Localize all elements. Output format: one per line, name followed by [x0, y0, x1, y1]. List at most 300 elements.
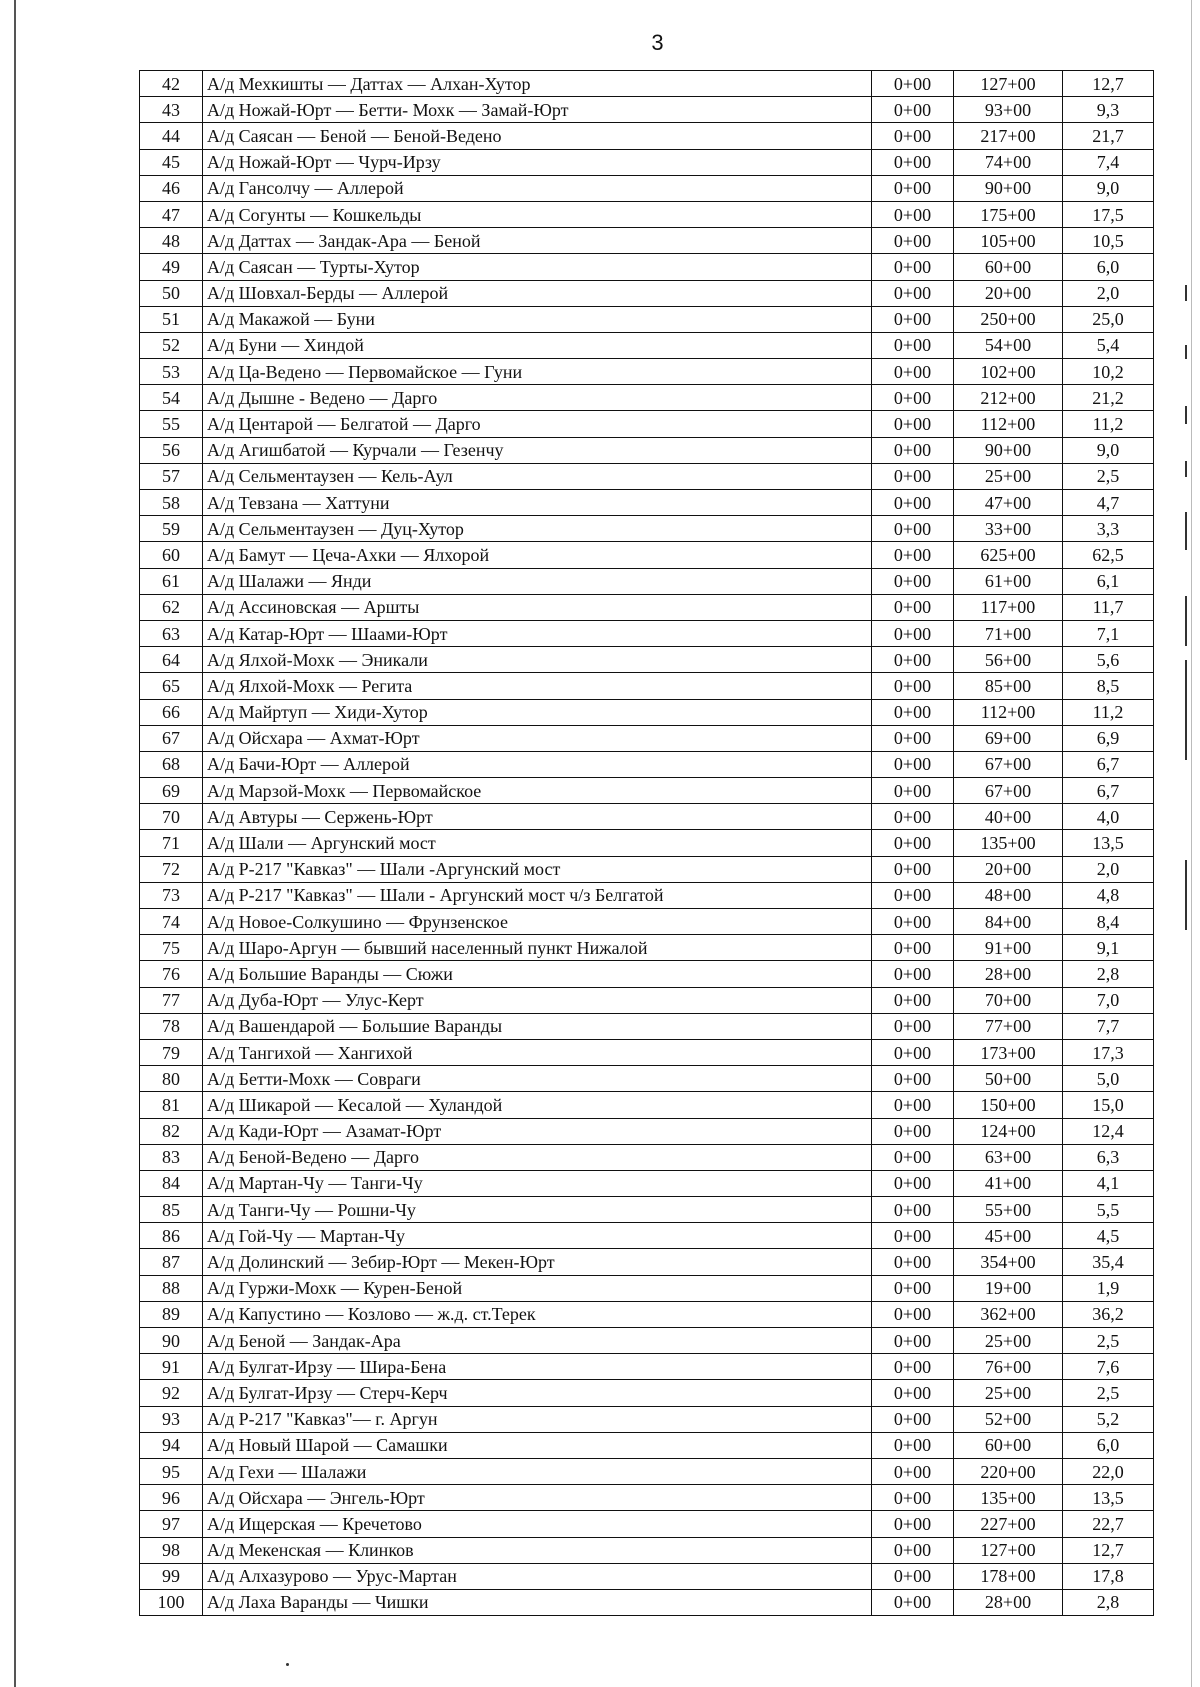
length-km-cell: 2,5 — [1063, 1328, 1154, 1354]
road-name-cell: А/д Ойсхара — Ахмат-Юрт — [203, 725, 872, 751]
table-row — [140, 1275, 1154, 1301]
road-name-cell: А/д Р-217 "Кавказ" — Шали - Аргунский мост ч/з Белгатой — [203, 882, 872, 908]
start-km-cell: 0+00 — [872, 1118, 954, 1144]
length-km-cell: 5,0 — [1063, 1066, 1154, 1092]
length-km-cell: 2,8 — [1063, 961, 1154, 987]
table-row — [140, 751, 1154, 777]
length-km-cell: 11,2 — [1063, 411, 1154, 437]
end-km-cell: 69+00 — [954, 725, 1063, 751]
end-km-cell: 45+00 — [954, 1223, 1063, 1249]
row-number-cell: 57 — [140, 463, 203, 489]
start-km-cell: 0+00 — [872, 751, 954, 777]
length-km-cell: 35,4 — [1063, 1249, 1154, 1275]
end-km-cell: 135+00 — [954, 830, 1063, 856]
road-name-cell: А/д Лаха Варанды — Чишки — [203, 1589, 872, 1615]
scan-dot — [286, 1663, 289, 1666]
table-row — [140, 1013, 1154, 1039]
length-km-cell: 9,1 — [1063, 935, 1154, 961]
length-km-cell: 4,8 — [1063, 882, 1154, 908]
length-km-cell: 7,7 — [1063, 1013, 1154, 1039]
road-name-cell: А/д Шаро-Аргун — бывший населенный пункт Нижалой — [203, 935, 872, 961]
road-name-cell: А/д Саясан — Беной — Беной-Ведено — [203, 123, 872, 149]
length-km-cell: 7,1 — [1063, 620, 1154, 646]
table-row — [140, 1432, 1154, 1458]
table-row — [140, 1589, 1154, 1615]
start-km-cell: 0+00 — [872, 332, 954, 358]
road-name-cell: А/д Даттах — Зандак-Ара — Беной — [203, 228, 872, 254]
start-km-cell: 0+00 — [872, 909, 954, 935]
end-km-cell: 19+00 — [954, 1275, 1063, 1301]
length-km-cell: 3,3 — [1063, 516, 1154, 542]
scan-mark — [1185, 345, 1187, 359]
road-name-cell: А/д Гуржи-Мохк — Курен-Беной — [203, 1275, 872, 1301]
row-number-cell: 96 — [140, 1485, 203, 1511]
row-number-cell: 58 — [140, 490, 203, 516]
road-name-cell: А/д Бачи-Юрт — Аллерой — [203, 751, 872, 777]
table-row — [140, 280, 1154, 306]
end-km-cell: 135+00 — [954, 1485, 1063, 1511]
road-name-cell: А/д Бамут — Цеча-Ахки — Ялхорой — [203, 542, 872, 568]
row-number-cell: 93 — [140, 1406, 203, 1432]
start-km-cell: 0+00 — [872, 71, 954, 97]
start-km-cell: 0+00 — [872, 856, 954, 882]
row-number-cell: 43 — [140, 97, 203, 123]
row-number-cell: 45 — [140, 149, 203, 175]
length-km-cell: 6,3 — [1063, 1144, 1154, 1170]
row-number-cell: 76 — [140, 961, 203, 987]
road-name-cell: А/д Кади-Юрт — Азамат-Юрт — [203, 1118, 872, 1144]
end-km-cell: 47+00 — [954, 490, 1063, 516]
end-km-cell: 175+00 — [954, 201, 1063, 227]
road-name-cell: А/д Сельментаузен — Кель-Аул — [203, 463, 872, 489]
road-name-cell: А/д Беной-Ведено — Дарго — [203, 1144, 872, 1170]
row-number-cell: 83 — [140, 1144, 203, 1170]
table-row — [140, 332, 1154, 358]
row-number-cell: 48 — [140, 228, 203, 254]
length-km-cell: 22,7 — [1063, 1511, 1154, 1537]
start-km-cell: 0+00 — [872, 490, 954, 516]
road-name-cell: А/д Р-217 "Кавказ" — Шали -Аргунский мост — [203, 856, 872, 882]
table-row — [140, 516, 1154, 542]
table-row — [140, 1406, 1154, 1432]
length-km-cell: 13,5 — [1063, 1485, 1154, 1511]
page-number: 3 — [651, 30, 664, 55]
end-km-cell: 178+00 — [954, 1563, 1063, 1589]
end-km-cell: 25+00 — [954, 1380, 1063, 1406]
length-km-cell: 5,6 — [1063, 647, 1154, 673]
end-km-cell: 20+00 — [954, 856, 1063, 882]
table-row — [140, 306, 1154, 332]
end-km-cell: 117+00 — [954, 594, 1063, 620]
row-number-cell: 88 — [140, 1275, 203, 1301]
table-row — [140, 149, 1154, 175]
table-row — [140, 359, 1154, 385]
table-row — [140, 71, 1154, 97]
start-km-cell: 0+00 — [872, 411, 954, 437]
row-number-cell: 42 — [140, 71, 203, 97]
length-km-cell: 2,8 — [1063, 1589, 1154, 1615]
road-name-cell: А/д Долинский — Зебир-Юрт — Мекен-Юрт — [203, 1249, 872, 1275]
road-name-cell: А/д Мехкишты — Даттах — Алхан-Хутор — [203, 71, 872, 97]
end-km-cell: 124+00 — [954, 1118, 1063, 1144]
length-km-cell: 4,0 — [1063, 804, 1154, 830]
length-km-cell: 17,5 — [1063, 201, 1154, 227]
table-row — [140, 647, 1154, 673]
start-km-cell: 0+00 — [872, 123, 954, 149]
end-km-cell: 28+00 — [954, 1589, 1063, 1615]
road-name-cell: А/д Р-217 "Кавказ"— г. Аргун — [203, 1406, 872, 1432]
start-km-cell: 0+00 — [872, 647, 954, 673]
row-number-cell: 54 — [140, 385, 203, 411]
length-km-cell: 2,0 — [1063, 280, 1154, 306]
row-number-cell: 99 — [140, 1563, 203, 1589]
length-km-cell: 10,5 — [1063, 228, 1154, 254]
start-km-cell: 0+00 — [872, 1380, 954, 1406]
length-km-cell: 22,0 — [1063, 1458, 1154, 1484]
table-row — [140, 1118, 1154, 1144]
table-row — [140, 909, 1154, 935]
start-km-cell: 0+00 — [872, 1458, 954, 1484]
start-km-cell: 0+00 — [872, 228, 954, 254]
start-km-cell: 0+00 — [872, 1589, 954, 1615]
table-row — [140, 699, 1154, 725]
start-km-cell: 0+00 — [872, 594, 954, 620]
start-km-cell: 0+00 — [872, 1223, 954, 1249]
row-number-cell: 44 — [140, 123, 203, 149]
row-number-cell: 68 — [140, 751, 203, 777]
scan-mark — [1185, 406, 1187, 424]
start-km-cell: 0+00 — [872, 568, 954, 594]
end-km-cell: 55+00 — [954, 1197, 1063, 1223]
length-km-cell: 2,5 — [1063, 463, 1154, 489]
end-km-cell: 91+00 — [954, 935, 1063, 961]
start-km-cell: 0+00 — [872, 1249, 954, 1275]
start-km-cell: 0+00 — [872, 1197, 954, 1223]
start-km-cell: 0+00 — [872, 987, 954, 1013]
road-name-cell: А/д Тевзана — Хаттуни — [203, 490, 872, 516]
length-km-cell: 7,0 — [1063, 987, 1154, 1013]
row-number-cell: 97 — [140, 1511, 203, 1537]
table-row — [140, 542, 1154, 568]
length-km-cell: 13,5 — [1063, 830, 1154, 856]
road-name-cell: А/д Буни — Хиндой — [203, 332, 872, 358]
end-km-cell: 77+00 — [954, 1013, 1063, 1039]
start-km-cell: 0+00 — [872, 1563, 954, 1589]
road-name-cell: А/д Шали — Аргунский мост — [203, 830, 872, 856]
end-km-cell: 173+00 — [954, 1039, 1063, 1065]
end-km-cell: 41+00 — [954, 1170, 1063, 1196]
table-row — [140, 1537, 1154, 1563]
road-name-cell: А/д Мекенская — Клинков — [203, 1537, 872, 1563]
length-km-cell: 36,2 — [1063, 1301, 1154, 1327]
scan-mark — [1185, 461, 1187, 477]
row-number-cell: 52 — [140, 332, 203, 358]
table-row — [140, 987, 1154, 1013]
length-km-cell: 62,5 — [1063, 542, 1154, 568]
row-number-cell: 92 — [140, 1380, 203, 1406]
road-name-cell: А/д Новое-Солкушино — Фрунзенское — [203, 909, 872, 935]
row-number-cell: 80 — [140, 1066, 203, 1092]
scan-mark — [1185, 285, 1187, 301]
row-number-cell: 49 — [140, 254, 203, 280]
row-number-cell: 79 — [140, 1039, 203, 1065]
row-number-cell: 69 — [140, 778, 203, 804]
length-km-cell: 15,0 — [1063, 1092, 1154, 1118]
length-km-cell: 11,7 — [1063, 594, 1154, 620]
length-km-cell: 4,7 — [1063, 490, 1154, 516]
row-number-cell: 100 — [140, 1589, 203, 1615]
end-km-cell: 102+00 — [954, 359, 1063, 385]
end-km-cell: 20+00 — [954, 280, 1063, 306]
start-km-cell: 0+00 — [872, 804, 954, 830]
table-row — [140, 1170, 1154, 1196]
table-row — [140, 123, 1154, 149]
road-name-cell: А/д Гой-Чу — Мартан-Чу — [203, 1223, 872, 1249]
start-km-cell: 0+00 — [872, 699, 954, 725]
row-number-cell: 55 — [140, 411, 203, 437]
table-row — [140, 778, 1154, 804]
row-number-cell: 61 — [140, 568, 203, 594]
row-number-cell: 94 — [140, 1432, 203, 1458]
start-km-cell: 0+00 — [872, 359, 954, 385]
end-km-cell: 67+00 — [954, 778, 1063, 804]
road-name-cell: А/д Бетти-Мохк — Совраги — [203, 1066, 872, 1092]
road-name-cell: А/д Вашендарой — Большие Варанды — [203, 1013, 872, 1039]
row-number-cell: 65 — [140, 673, 203, 699]
length-km-cell: 7,6 — [1063, 1354, 1154, 1380]
length-km-cell: 17,8 — [1063, 1563, 1154, 1589]
road-name-cell: А/д Ойсхара — Энгель-Юрт — [203, 1485, 872, 1511]
row-number-cell: 95 — [140, 1458, 203, 1484]
start-km-cell: 0+00 — [872, 97, 954, 123]
start-km-cell: 0+00 — [872, 1144, 954, 1170]
row-number-cell: 78 — [140, 1013, 203, 1039]
road-name-cell: А/д Макажой — Буни — [203, 306, 872, 332]
end-km-cell: 112+00 — [954, 699, 1063, 725]
length-km-cell: 1,9 — [1063, 1275, 1154, 1301]
start-km-cell: 0+00 — [872, 1432, 954, 1458]
start-km-cell: 0+00 — [872, 201, 954, 227]
length-km-cell: 10,2 — [1063, 359, 1154, 385]
end-km-cell: 33+00 — [954, 516, 1063, 542]
end-km-cell: 362+00 — [954, 1301, 1063, 1327]
row-number-cell: 82 — [140, 1118, 203, 1144]
table-row — [140, 1485, 1154, 1511]
start-km-cell: 0+00 — [872, 516, 954, 542]
length-km-cell: 6,7 — [1063, 751, 1154, 777]
row-number-cell: 59 — [140, 516, 203, 542]
row-number-cell: 66 — [140, 699, 203, 725]
scan-mark — [1185, 596, 1187, 646]
road-name-cell: А/д Шалажи — Янди — [203, 568, 872, 594]
table-row — [140, 1092, 1154, 1118]
road-name-cell: А/д Ножай-Юрт — Чурч-Ирзу — [203, 149, 872, 175]
table-row — [140, 490, 1154, 516]
table-row — [140, 594, 1154, 620]
table-row — [140, 1458, 1154, 1484]
road-name-cell: А/д Согунты — Кошкельды — [203, 201, 872, 227]
length-km-cell: 8,5 — [1063, 673, 1154, 699]
row-number-cell: 62 — [140, 594, 203, 620]
table-row — [140, 1328, 1154, 1354]
row-number-cell: 56 — [140, 437, 203, 463]
length-km-cell: 12,7 — [1063, 1537, 1154, 1563]
road-name-cell: А/д Сельментаузен — Дуц-Хутор — [203, 516, 872, 542]
road-name-cell: А/д Булгат-Ирзу — Стерч-Керч — [203, 1380, 872, 1406]
end-km-cell: 70+00 — [954, 987, 1063, 1013]
length-km-cell: 12,4 — [1063, 1118, 1154, 1144]
length-km-cell: 6,0 — [1063, 254, 1154, 280]
end-km-cell: 63+00 — [954, 1144, 1063, 1170]
table-row — [140, 725, 1154, 751]
road-name-cell: А/д Танги-Чу — Рошни-Чу — [203, 1197, 872, 1223]
end-km-cell: 217+00 — [954, 123, 1063, 149]
start-km-cell: 0+00 — [872, 1066, 954, 1092]
length-km-cell: 4,5 — [1063, 1223, 1154, 1249]
road-name-cell: А/д Новый Шарой — Самашки — [203, 1432, 872, 1458]
table-row — [140, 1301, 1154, 1327]
length-km-cell: 8,4 — [1063, 909, 1154, 935]
row-number-cell: 84 — [140, 1170, 203, 1196]
row-number-cell: 90 — [140, 1328, 203, 1354]
scan-mark — [1185, 860, 1187, 930]
length-km-cell: 11,2 — [1063, 699, 1154, 725]
length-km-cell: 6,9 — [1063, 725, 1154, 751]
end-km-cell: 61+00 — [954, 568, 1063, 594]
start-km-cell: 0+00 — [872, 1301, 954, 1327]
start-km-cell: 0+00 — [872, 385, 954, 411]
row-number-cell: 67 — [140, 725, 203, 751]
table-row — [140, 1197, 1154, 1223]
length-km-cell: 5,2 — [1063, 1406, 1154, 1432]
table-row — [140, 201, 1154, 227]
end-km-cell: 220+00 — [954, 1458, 1063, 1484]
table-row — [140, 1249, 1154, 1275]
end-km-cell: 227+00 — [954, 1511, 1063, 1537]
end-km-cell: 105+00 — [954, 228, 1063, 254]
road-name-cell: А/д Саясан — Турты-Хутор — [203, 254, 872, 280]
road-name-cell: А/д Булгат-Ирзу — Шира-Бена — [203, 1354, 872, 1380]
row-number-cell: 64 — [140, 647, 203, 673]
road-name-cell: А/д Гансолчу — Аллерой — [203, 175, 872, 201]
road-name-cell: А/д Марзой-Мохк — Первомайское — [203, 778, 872, 804]
row-number-cell: 60 — [140, 542, 203, 568]
road-name-cell: А/д Катар-Юрт — Шаами-Юрт — [203, 620, 872, 646]
end-km-cell: 354+00 — [954, 1249, 1063, 1275]
end-km-cell: 112+00 — [954, 411, 1063, 437]
table-row — [140, 228, 1154, 254]
end-km-cell: 90+00 — [954, 175, 1063, 201]
start-km-cell: 0+00 — [872, 1092, 954, 1118]
end-km-cell: 25+00 — [954, 463, 1063, 489]
end-km-cell: 48+00 — [954, 882, 1063, 908]
row-number-cell: 51 — [140, 306, 203, 332]
table-row — [140, 437, 1154, 463]
start-km-cell: 0+00 — [872, 1039, 954, 1065]
start-km-cell: 0+00 — [872, 1511, 954, 1537]
end-km-cell: 212+00 — [954, 385, 1063, 411]
table-row — [140, 385, 1154, 411]
table-row — [140, 935, 1154, 961]
row-number-cell: 85 — [140, 1197, 203, 1223]
end-km-cell: 60+00 — [954, 254, 1063, 280]
end-km-cell: 85+00 — [954, 673, 1063, 699]
row-number-cell: 74 — [140, 909, 203, 935]
start-km-cell: 0+00 — [872, 830, 954, 856]
road-name-cell: А/д Майртуп — Хиди-Хутор — [203, 699, 872, 725]
table-row — [140, 97, 1154, 123]
end-km-cell: 76+00 — [954, 1354, 1063, 1380]
table-row — [140, 1563, 1154, 1589]
road-name-cell: А/д Гехи — Шалажи — [203, 1458, 872, 1484]
start-km-cell: 0+00 — [872, 1013, 954, 1039]
road-name-cell: А/д Ялхой-Мохк — Регита — [203, 673, 872, 699]
length-km-cell: 21,7 — [1063, 123, 1154, 149]
row-number-cell: 46 — [140, 175, 203, 201]
row-number-cell: 98 — [140, 1537, 203, 1563]
table-row — [140, 568, 1154, 594]
table-row — [140, 254, 1154, 280]
end-km-cell: 625+00 — [954, 542, 1063, 568]
start-km-cell: 0+00 — [872, 882, 954, 908]
table-row — [140, 411, 1154, 437]
table-row — [140, 1380, 1154, 1406]
road-name-cell: А/д Ищерская — Кречетово — [203, 1511, 872, 1537]
length-km-cell: 9,3 — [1063, 97, 1154, 123]
road-name-cell: А/д Ца-Ведено — Первомайское — Гуни — [203, 359, 872, 385]
end-km-cell: 250+00 — [954, 306, 1063, 332]
start-km-cell: 0+00 — [872, 1354, 954, 1380]
table-row — [140, 673, 1154, 699]
end-km-cell: 54+00 — [954, 332, 1063, 358]
table-row — [140, 463, 1154, 489]
start-km-cell: 0+00 — [872, 306, 954, 332]
start-km-cell: 0+00 — [872, 673, 954, 699]
row-number-cell: 71 — [140, 830, 203, 856]
length-km-cell: 12,7 — [1063, 71, 1154, 97]
start-km-cell: 0+00 — [872, 280, 954, 306]
road-name-cell: А/д Капустино — Козлово — ж.д. ст.Терек — [203, 1301, 872, 1327]
roads-table-body — [140, 71, 1154, 1616]
road-name-cell: А/д Беной — Зандак-Ара — [203, 1328, 872, 1354]
row-number-cell: 53 — [140, 359, 203, 385]
table-row — [140, 830, 1154, 856]
road-name-cell: А/д Шовхал-Берды — Аллерой — [203, 280, 872, 306]
road-name-cell: А/д Большие Варанды — Сюжи — [203, 961, 872, 987]
end-km-cell: 56+00 — [954, 647, 1063, 673]
end-km-cell: 28+00 — [954, 961, 1063, 987]
left-binding-edge — [14, 0, 16, 1687]
table-row — [140, 882, 1154, 908]
end-km-cell: 93+00 — [954, 97, 1063, 123]
end-km-cell: 50+00 — [954, 1066, 1063, 1092]
end-km-cell: 84+00 — [954, 909, 1063, 935]
road-name-cell: А/д Автуры — Сержень-Юрт — [203, 804, 872, 830]
table-row — [140, 856, 1154, 882]
length-km-cell: 9,0 — [1063, 175, 1154, 201]
start-km-cell: 0+00 — [872, 1328, 954, 1354]
row-number-cell: 73 — [140, 882, 203, 908]
row-number-cell: 50 — [140, 280, 203, 306]
table-row — [140, 1039, 1154, 1065]
table-row — [140, 1144, 1154, 1170]
road-name-cell: А/д Тангихой — Хангихой — [203, 1039, 872, 1065]
table-row — [140, 1511, 1154, 1537]
road-name-cell: А/д Мартан-Чу — Танги-Чу — [203, 1170, 872, 1196]
start-km-cell: 0+00 — [872, 149, 954, 175]
length-km-cell: 2,5 — [1063, 1380, 1154, 1406]
start-km-cell: 0+00 — [872, 620, 954, 646]
